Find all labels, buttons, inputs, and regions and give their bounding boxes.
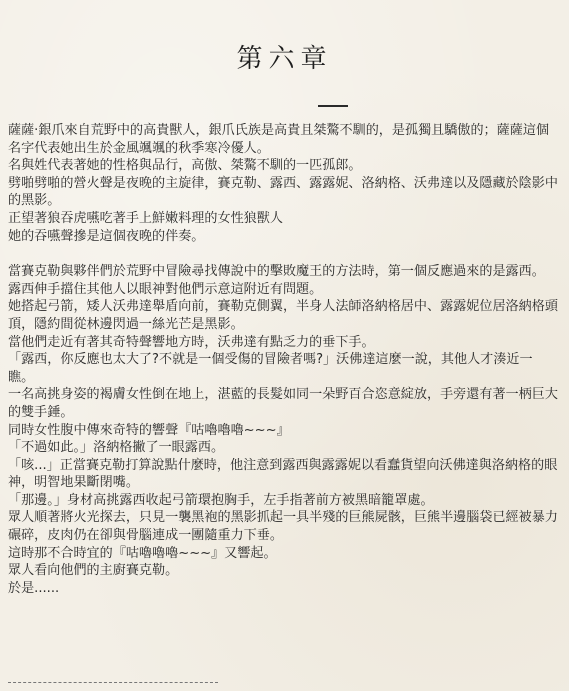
title-underline [318, 105, 348, 107]
paragraph: 「露西，你反應也太大了?不就是一個受傷的冒險者嗎?」沃佛達這麼一說，其他人才湊近一瞧。 [8, 352, 533, 385]
paragraph: 眾人順著將火光探去，只見一襲黑袍的黑影抓起一具半殘的巨熊屍骸，巨熊半邊腦袋已經被暴力碾碎，皮肉仍在卻與骨腦連成一團隨重力下垂。 [8, 510, 558, 544]
paragraph: 名與姓代表著她的性格與品行，高傲、桀驁不馴的一匹孤郎。 [8, 158, 362, 174]
paragraph: 同時女性腹中傳來奇特的響聲『咕嚕嚕嚕~~~』 [8, 422, 290, 438]
paragraph: 露西伸手擋住其他人以眼神對他們示意這附近有問題。 [8, 281, 323, 297]
paragraph: 一名高挑身姿的褐膚女性倒在地上，湛藍的長髮如同一朵野百合恣意綻放，手旁還有著一柄巨大的雙手錘。 [8, 387, 558, 420]
paragraph: 正望著狼吞虎嚥吃著手上鮮嫩料理的女性狼獸人 [8, 210, 283, 226]
paragraph: 「咳...」正當賽克勒打算說點什麼時，他注意到露西與露露妮以看蠢貨望向沃佛達與洛納格的眼神，明智地果斷閉嘴。 [8, 457, 558, 491]
paragraph: 眾人看向他們的主廚賽克勒。 [8, 563, 179, 579]
paragraph: 「不過如此。」洛納格撇了一眼露西。 [8, 440, 225, 456]
paragraph: 「那邊。」身材高挑露西收起弓箭環抱胸手，左手指著前方被黑暗籠罩處。 [8, 492, 434, 508]
paragraph-gap [8, 245, 558, 263]
paragraph: 當賽克勒與夥伴們於荒野中冒險尋找傳說中的擊敗魔王的方法時，第一個反應過來的是露西。 [8, 264, 545, 280]
section-divider [8, 682, 218, 683]
chapter-title: 第六章 [236, 44, 333, 74]
paragraph: 當他們走近有著其奇特聲響地方時，沃弗達有點乏力的垂下手。 [8, 334, 375, 350]
chapter-body [8, 122, 558, 597]
paragraph: 這時那不合時宜的『咕嚕嚕嚕~~~』又響起。 [8, 545, 277, 561]
paragraph: 劈啪劈啪的營火聲是夜晚的主旋律，賽克勒、露西、露露妮、洛納格、沃弗達以及隱藏於陰影中的黑影。 [8, 175, 558, 209]
paragraph: 薩薩·銀爪來自荒野中的高貴獸人，銀爪氏族是高貴且桀驁不馴的，是孤獨且驕傲的；薩薩這個名字代表她出生於金風颯颯的秋季寒冷優人。 [8, 123, 550, 156]
paragraph: 於是...... [8, 580, 60, 596]
paragraph: 她的吞嚥聲摻是這個夜晚的伴奏。 [8, 228, 205, 244]
paragraph: 她搭起弓箭，矮人沃弗達舉盾向前，賽勒克側翼，半身人法師洛納格居中、露露妮位居洛納格頭頂，隱約間從林邊閃過一絲光芒是黑影。 [8, 299, 558, 332]
